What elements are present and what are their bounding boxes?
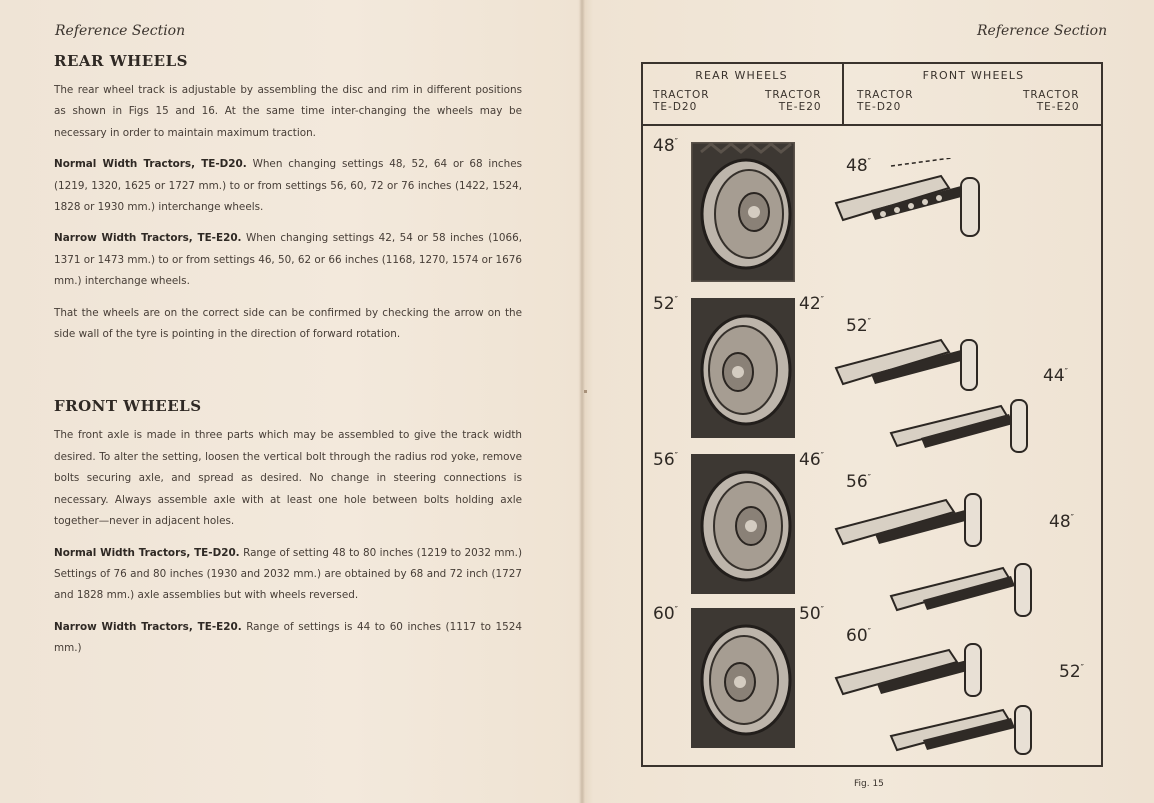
rear-wheels-heading: REAR WHEELS <box>54 52 188 70</box>
rear-wheels-column-header: REAR WHEELS <box>695 69 788 82</box>
front-axle-illustration <box>831 158 1001 248</box>
front-axle-illustration <box>831 628 1046 758</box>
front-e20-setting-44: 44″ <box>1043 366 1069 386</box>
front-axle-illustration <box>831 474 1046 624</box>
front-d20-setting-48: 48″ <box>846 156 872 176</box>
rear-d20-setting-52: 52″ <box>653 294 679 314</box>
front-wheels-column-header: FRONT WHEELS <box>922 69 1025 82</box>
front-normal-text: Range of setting 48 to 80 inches (1219 to 2032 mm.) Settings of 76 and 80 inches (1930 and 2032 mm.) are obtained by 68 and 72 inch (1727 and 1828 mm.) axle assemblies but with wheels reversed. <box>54 546 522 602</box>
book-gutter <box>579 0 585 803</box>
rear-e20-setting-42: 42″ <box>799 294 825 314</box>
front-d20-setting-56: 56″ <box>846 472 872 492</box>
front-wheels-heading: FRONT WHEELS <box>54 397 202 416</box>
front-e20-setting-48: 48″ <box>1049 512 1075 532</box>
rear-narrow-text: When changing settings 42, 54 or 58 inches (1066, 1371 or 1473 mm.) to or from settings 46, 50, 62 or 66 inches (1168, 1270, 1574 or 1676 mm.) interchange wheels. <box>54 232 523 288</box>
page-mark <box>584 390 587 393</box>
front-normal-paragraph <box>54 543 522 607</box>
rear-intro-paragraph: The rear wheel track is adjustable by assembling the disc and rim in different positions as shown in Figs 15 and 16. At the same time inter-changing the wheels may be necessary in order to maintain maximum traction. <box>54 84 522 139</box>
figure-header-row <box>641 62 1103 126</box>
rear-d20-setting-56: 56″ <box>653 450 679 470</box>
front-axle-illustration <box>831 318 1041 458</box>
front-narrow-text: Range of settings is 44 to 60 inches (1117 to 1524 mm.) <box>54 620 522 655</box>
front-narrow-label: Narrow Width Tractors, TE-E20. <box>54 620 242 633</box>
rear-e20-setting-46: 46″ <box>799 450 825 470</box>
rear-d20-setting-48: 48″ <box>653 136 679 156</box>
rear-narrow-label: Narrow Width Tractors, TE-E20. <box>54 232 242 245</box>
figure-caption: Fig. 15 <box>854 779 884 789</box>
wheel-illustration <box>691 454 795 594</box>
front-e20-header: TRACTOR TE-E20 <box>1023 89 1080 113</box>
rear-normal-text: When changing settings 48, 52, 64 or 68 inches (1219, 1320, 1625 or 1727 mm.) to or from settings 56, 60, 72 or 76 inches (1422, 1524, 1828 or 1930 mm.) interchange wheels. <box>54 158 523 214</box>
front-intro-paragraph: The front axle is made in three parts which may be assembled to give the track width desired. To alter the setting, loosen the vertical bolt through the radius rod yoke, remove bolts securing axle, and spread as desired. No change in steering connections is necessary. Always assemble axle with at least one hole between bolts holding axle together—never in adjacent holes. <box>54 429 522 528</box>
front-normal-label: Normal Width Tractors, TE-D20. <box>54 546 240 559</box>
front-d20-setting-60: 60″ <box>846 626 872 646</box>
rear-d20-setting-60: 60″ <box>653 604 679 624</box>
rear-side-note: That the wheels are on the correct side can be confirmed by checking the arrow on the side wall of the tyre is pointing in the direction of forward rotation. <box>54 306 522 341</box>
rear-normal-paragraph <box>54 154 522 218</box>
figure-15 <box>641 62 1107 767</box>
rear-narrow-paragraph <box>54 228 522 292</box>
rear-e20-header: TRACTOR TE-E20 <box>765 89 822 113</box>
front-d20-header: TRACTOR TE-D20 <box>857 89 914 113</box>
left-page <box>52 52 522 670</box>
front-e20-setting-52: 52″ <box>1059 662 1085 682</box>
wheel-illustration <box>691 608 795 748</box>
running-head-right: Reference Section <box>977 23 1108 39</box>
running-head-left: Reference Section <box>55 23 186 39</box>
rear-e20-setting-50: 50″ <box>799 604 825 624</box>
front-d20-setting-52: 52″ <box>846 316 872 336</box>
front-narrow-paragraph <box>54 617 522 660</box>
rear-d20-header: TRACTOR TE-D20 <box>653 89 710 113</box>
wheel-illustration <box>691 142 795 282</box>
wheel-illustration <box>691 298 795 438</box>
rear-normal-label: Normal Width Tractors, TE-D20. <box>54 158 247 171</box>
